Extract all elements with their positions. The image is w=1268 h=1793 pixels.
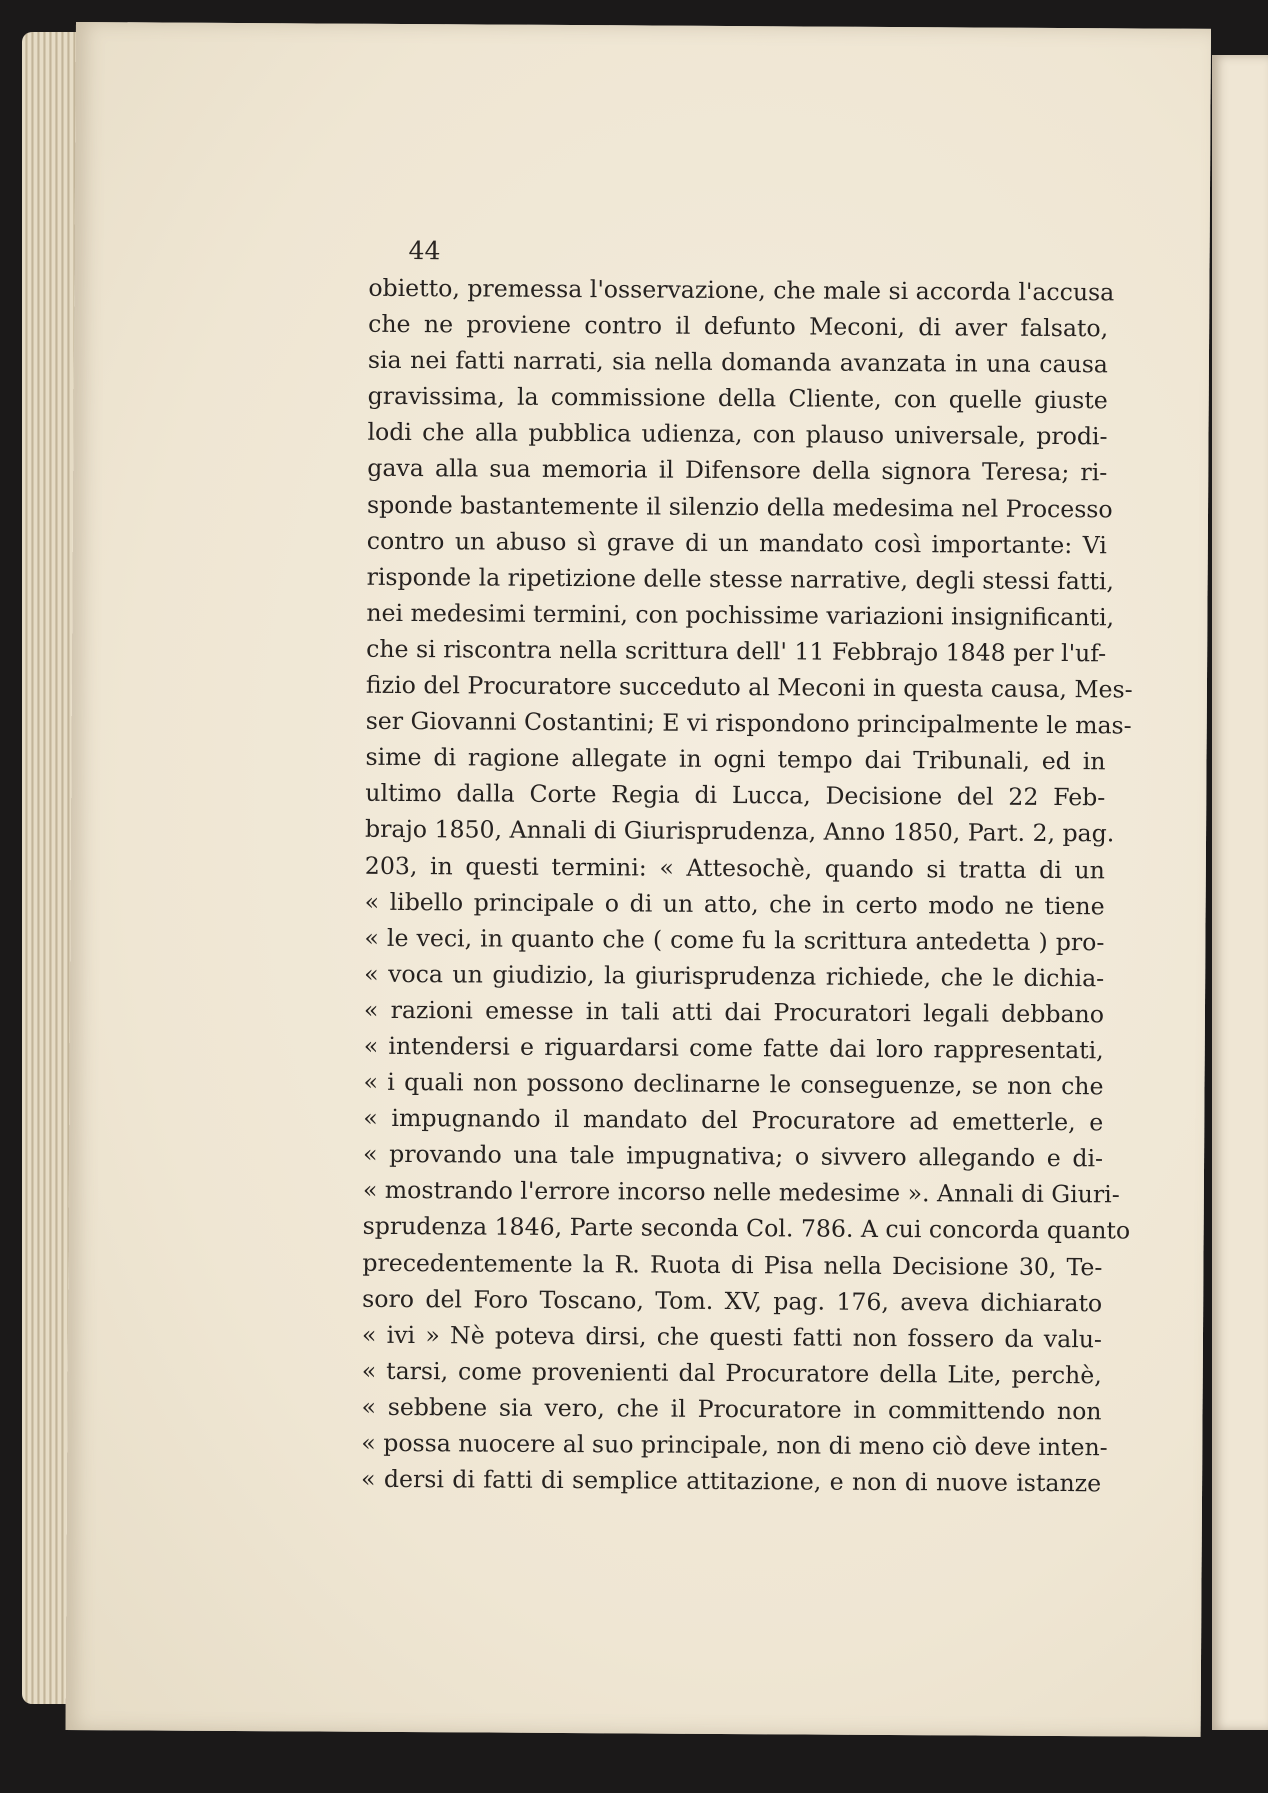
text-line: « intendersi e riguardarsi come fatte dai loro rappresentati, [363, 1031, 1104, 1065]
text-line: obietto, premessa l'osservazione, che male si accorda l'accusa [368, 273, 1115, 307]
facing-page-edge [1212, 55, 1268, 1730]
text-line: che ne proviene contro il defunto Meconi, di aver falsato, [368, 309, 1109, 343]
text-line: sponde bastantemente il silenzio della medesima nel Processo [366, 490, 1113, 523]
text-line: « le veci, in quanto che ( come fu la scrittura antedetta ) pro- [364, 923, 1105, 956]
text-line: « impugnando il mandato del Procuratore ad emetterle, e [363, 1103, 1104, 1137]
text-line: « razioni emesse in tali atti dai Procuratori legali debbano [363, 995, 1105, 1029]
text-line: « tarsi, come provenienti dal Procuratore della Lite, perchè, [361, 1356, 1102, 1390]
text-line: brajo 1850, Annali di Giurisprudenza, Anno 1850, Part. 2, pag. [364, 815, 1115, 848]
text-line: sime di ragione allegate in ogni tempo dai Tribunali, ed in [365, 743, 1106, 776]
text-line: « voca un giudizio, la giurisprudenza richiede, che le dichia- [364, 959, 1105, 993]
text-line: sia nei fatti narrati, sia nella domanda avanzata in una causa [367, 345, 1109, 379]
text-line: contro un abuso sì grave di un mandato così importante: Vi [366, 526, 1107, 559]
text-line: « i quali non possono declinarne le conseguenze, se non che [363, 1067, 1104, 1101]
text-line: ser Giovanni Costantini; E vi rispondono principalmente le mas- [365, 706, 1132, 740]
text-line: che si riscontra nella scrittura dell' 11 Febbrajo 1848 per l'uf- [366, 634, 1107, 668]
text-line: fizio del Procuratore succeduto al Meconi in questa causa, Mes- [365, 670, 1133, 704]
text-line: soro del Foro Toscano, Tom. XV, pag. 176, aveva dichiarato [362, 1284, 1103, 1317]
text-line: « dersi di fatti di semplice attitazione, e non di nuove istanze [361, 1464, 1102, 1498]
page-number: 44 [408, 236, 441, 266]
text-line: gravissima, la commissione della Cliente, con quelle giuste [367, 382, 1108, 415]
text-line: sprudenza 1846, Parte seconda Col. 786. A cui concorda quanto [362, 1212, 1131, 1245]
text-line: ultimo dalla Corte Regia di Lucca, Decisione del 22 Feb- [365, 779, 1106, 812]
text-line: risponde la ripetizione delle stesse narrative, degli stessi fatti, [366, 562, 1115, 596]
text-line: « sebbene sia vero, che il Procuratore in committendo non [361, 1392, 1102, 1426]
text-line: precedentemente la R. Ruota di Pisa nella Decisione 30, Te- [362, 1248, 1103, 1281]
book-page [66, 22, 1211, 1737]
text-line: gava alla sua memoria il Difensore della signora Teresa; ri- [367, 454, 1108, 487]
body-text [361, 270, 1133, 1502]
text-line: « libello principale o di un atto, che in certo modo ne tiene [364, 887, 1105, 920]
text-line: 203, in questi termini: « Attesochè, quando si tratta di un [364, 851, 1105, 884]
text-line: « mostrando l'errore incorso nelle medesime ». Annali di Giuri- [362, 1176, 1120, 1209]
text-line: « provando una tale impugnativa; o sivvero allegando e di- [363, 1140, 1104, 1173]
text-line: nei medesimi termini, con pochissime variazioni insignificanti, [366, 598, 1115, 632]
text-line: « ivi » Nè poteva dirsi, che questi fatti non fossero da valu- [361, 1320, 1103, 1354]
text-line: « possa nuocere al suo principale, non di meno ciò deve inten- [361, 1428, 1108, 1462]
text-line: lodi che alla pubblica udienza, con plauso universale, prodi- [367, 418, 1108, 451]
